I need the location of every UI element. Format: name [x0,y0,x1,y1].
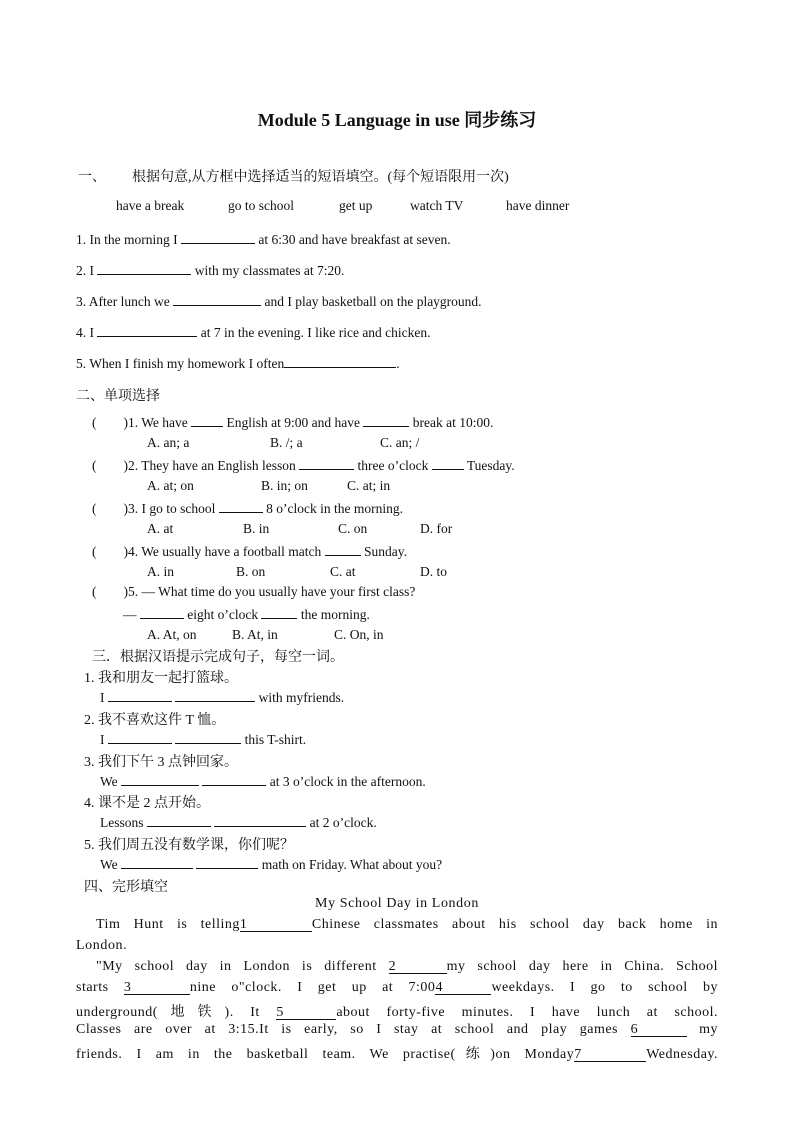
passage-line: "My school day in London is different 2 my school day here in China. School [96,959,719,974]
translation-line: Lessons at 2 o’clock. [100,815,377,830]
option[interactable]: B. on [236,564,266,579]
answer-blank[interactable] [191,413,223,427]
chinese-prompt: 5. 我们周五没有数学课，你们呢？ [84,838,294,853]
answer-blank[interactable] [140,605,184,619]
answer-blank[interactable] [196,855,258,869]
section4-heading: 四、完形填空 [84,880,168,895]
passage-title: My School Day in London [315,896,479,911]
answer-blank[interactable] [108,688,172,702]
answer-paren[interactable]: ( ) [92,458,128,473]
option[interactable]: A. in [147,564,174,579]
passage-line: friends. I am in the basketball team. We practise(练)on Monday7 Wednesday. [76,1047,718,1062]
phrase-box-item: watch TV [410,198,464,213]
translation-line: I this T-shirt. [100,732,307,747]
mc-question-4: ( )4. We usually have a football match Sunday. [92,544,407,559]
option[interactable]: A. at [147,521,174,536]
passage-line: Tim Hunt is telling1 Chinese classmates about his school day back home in [96,917,718,932]
option[interactable]: C. at; in [347,478,391,493]
option[interactable]: B. in; on [261,478,308,493]
translation-line: We math on Friday. What about you? [100,857,443,872]
answer-blank[interactable] [108,730,172,744]
answer-paren[interactable]: ( ) [92,501,128,516]
option[interactable]: A. an; a [147,435,190,450]
fill-item: 5. When I finish my homework I often . [76,356,400,371]
answer-blank[interactable] [202,772,266,786]
cloze-blank[interactable]: 6 [631,1023,687,1037]
answer-blank[interactable] [432,456,464,470]
answer-blank[interactable] [214,813,306,827]
answer-blank[interactable] [219,499,263,513]
option[interactable]: C. an; / [380,435,420,450]
cloze-blank[interactable]: 5 [276,1006,336,1020]
translation-line: I with myfriends. [100,690,345,705]
cloze-blank[interactable]: 4 [435,981,491,995]
fill-item: 1. In the morning I at 6:30 and have breakfast at seven. [76,232,451,247]
option[interactable]: C. on [338,521,368,536]
phrase-box-item: have a break [116,198,185,213]
chinese-prompt: 3. 我们下午 3 点钟回家。 [84,755,238,770]
answer-blank[interactable] [175,688,255,702]
answer-blank[interactable] [97,261,191,275]
option[interactable]: B. At, in [232,627,278,642]
mc-question-5: ( )5. — What time do you usually have your first class? [92,584,416,599]
mc-question-2: ( )2. They have an English lesson three o’clock Tuesday. [92,458,515,473]
option[interactable]: C. On, in [334,627,384,642]
section3-heading: 三．根据汉语提示完成句子，每空一词。 [92,650,344,665]
fill-item: 4. I at 7 in the evening. I like rice and chicken. [76,325,431,340]
chinese-prompt: 4. 课不是 2 点开始。 [84,796,210,811]
section1-heading: 根据句意,从方框中选择适当的短语填空。(每个短语限用一次) [132,170,509,185]
mc-question-1: ( )1. We have English at 9:00 and have break at 10:00. [92,415,494,430]
mc-question-3: ( )3. I go to school 8 o’clock in the morning. [92,501,403,516]
answer-blank[interactable] [363,413,409,427]
option[interactable]: C. at [330,564,356,579]
answer-blank[interactable] [181,230,255,244]
option[interactable]: B. in [243,521,270,536]
section2-heading: 二、单项选择 [76,389,160,404]
answer-blank[interactable] [173,292,261,306]
section1-number: 一、 [78,170,106,185]
phrase-box-item: get up [339,198,373,213]
phrase-box-item: go to school [228,198,294,213]
answer-blank[interactable] [147,813,211,827]
passage-line: London. [76,938,128,953]
answer-paren[interactable]: ( ) [92,584,128,599]
chinese-prompt: 1. 我和朋友一起打篮球。 [84,671,238,686]
option[interactable]: A. At, on [147,627,197,642]
answer-blank[interactable] [175,730,241,744]
fill-item: 2. I with my classmates at 7:20. [76,263,345,278]
phrase-box-item: have dinner [506,198,570,213]
cloze-blank[interactable]: 3 [124,981,190,995]
answer-blank[interactable] [97,323,197,337]
fill-item: 3. After lunch we and I play basketball on the playground. [76,294,482,309]
option[interactable]: D. to [420,564,447,579]
answer-blank[interactable] [121,855,193,869]
cloze-blank[interactable]: 2 [389,960,447,974]
option[interactable]: D. for [420,521,453,536]
option[interactable]: A. at; on [147,478,194,493]
answer-blank[interactable] [121,772,199,786]
answer-blank[interactable] [284,354,396,368]
page-title: Module 5 Language in use 同步练习 [257,110,537,130]
passage-line: Classes are over at 3:15.It is early, so I stay at school and play games 6 my [76,1022,719,1037]
passage-line: starts 3 nine o"clock. I get up at 7:004 weekdays. I go to school by [76,980,718,995]
cloze-blank[interactable]: 1 [240,918,312,932]
chinese-prompt: 2. 我不喜欢这件 T 恤。 [84,713,226,728]
passage-line: underground(地铁). It 5 about forty-five minutes. I have lunch at school. [76,1005,718,1020]
answer-paren[interactable]: ( ) [92,415,128,430]
translation-line: We at 3 o’clock in the afternoon. [100,774,426,789]
answer-blank[interactable] [299,456,354,470]
answer-blank[interactable] [261,605,297,619]
cloze-blank[interactable]: 7 [574,1048,646,1062]
option[interactable]: B. /; a [270,435,303,450]
answer-paren[interactable]: ( ) [92,544,128,559]
mc-question-5-reply: — eight o’clock the morning. [123,607,370,622]
answer-blank[interactable] [325,542,361,556]
